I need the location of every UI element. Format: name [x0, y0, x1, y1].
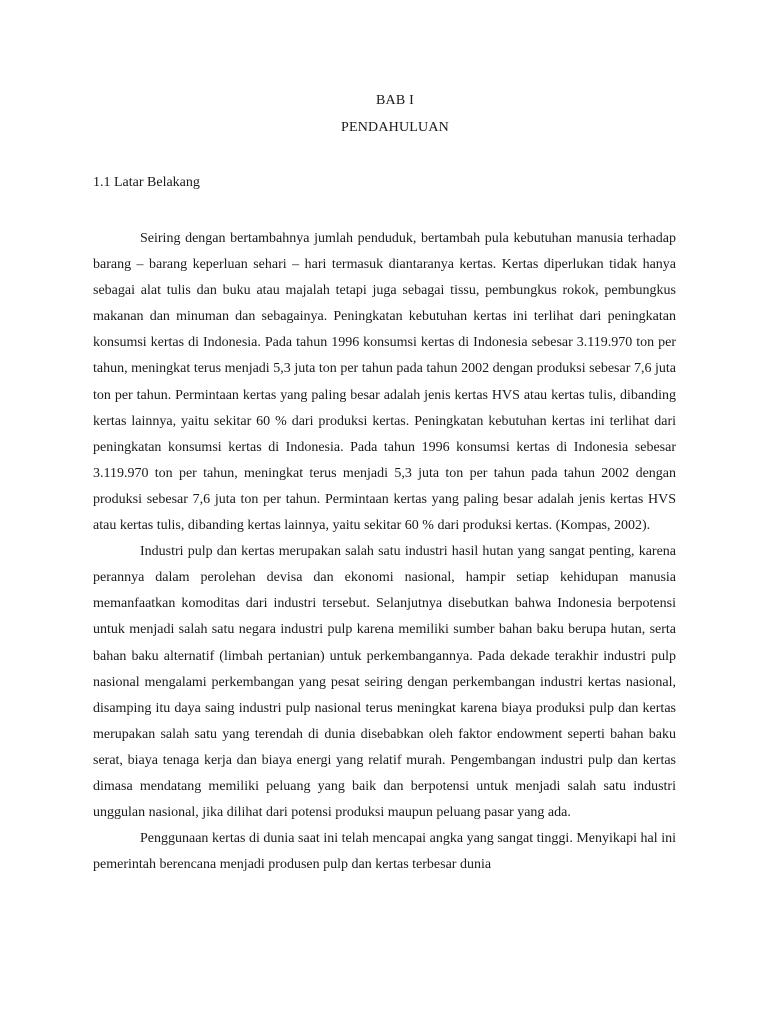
section-title: 1.1 Latar Belakang — [93, 175, 200, 190]
chapter-title: PENDAHULUAN — [341, 120, 449, 135]
paragraph-1: Seiring dengan bertambahnya jumlah penduduk, bertambah pula kebutuhan manusia terhadap barang – barang keperluan sehari – hari termasuk diantaranya kertas. Kertas diperlukan tidak hanya sebagai alat tulis dan buku atau majalah tetapi juga sebagai tissu, pembungkus rokok, pembungkus makanan dan minuman dan sebagainya. Peningkatan kebutuhan kertas ini terlihat dari peningkatan konsumsi kertas di Indonesia. Pada tahun 1996 konsumsi kertas di Indonesia sebesar 3.119.970 ton per tahun, meningkat terus menjadi 5,3 juta ton per tahun pada tahun 2002 dengan produksi sebesar 7,6 juta ton per tahun. Permintaan kertas yang paling besar adalah jenis kertas HVS atau kertas tulis, dibanding kertas lainnya, yaitu sekitar 60 % dari produksi kertas. Peningkatan kebutuhan kertas ini terlihat dari peningkatan konsumsi kertas di Indonesia. Pada tahun 1996 konsumsi kertas di Indonesia sebesar 3.119.970 ton per tahun, meningkat terus menjadi 5,3 juta ton per tahun pada tahun 2002 dengan produksi sebesar 7,6 juta ton per tahun. Permintaan kertas yang paling besar adalah jenis kertas HVS atau kertas tulis, dibanding kertas lainnya, yaitu sekitar 60 % dari produksi kertas. (Kompas, 2002). — [93, 231, 676, 534]
paragraph-3: Penggunaan kertas di dunia saat ini telah mencapai angka yang sangat tinggi. Menyikapi hal ini pemerintah berencana menjadi produsen pulp dan kertas terbesar dunia — [93, 831, 676, 873]
chapter-heading: BAB I — [376, 93, 414, 108]
body-text — [93, 226, 676, 878]
paragraph-2: Industri pulp dan kertas merupakan salah satu industri hasil hutan yang sangat penting, karena perannya dalam perolehan devisa dan ekonomi nasional, hampir setiap kehidupan manusia memanfaatkan komoditas dari industri tersebut. Selanjutnya disebutkan bahwa Indonesia berpotensi untuk menjadi salah satu negara industri pulp karena memiliki sumber bahan baku berupa hutan, serta bahan baku alternatif (limbah pertanian) untuk perkembangannya. Pada dekade terakhir industri pulp nasional mengalami perkembangan yang pesat seiring dengan perkembangan industri kertas nasional, disamping itu daya saing industri pulp nasional terus meningkat karena biaya produksi pulp dan kertas merupakan salah satu yang terendah di dunia disebabkan oleh faktor endowment seperti bahan baku serat, biaya tenaga kerja dan biaya energi yang relatif murah. Pengembangan industri pulp dan kertas dimasa mendatang memiliki peluang yang baik dan berpotensi untuk menjadi salah satu industri unggulan nasional, jika dilihat dari potensi produksi maupun peluang pasar yang ada. — [93, 544, 676, 821]
